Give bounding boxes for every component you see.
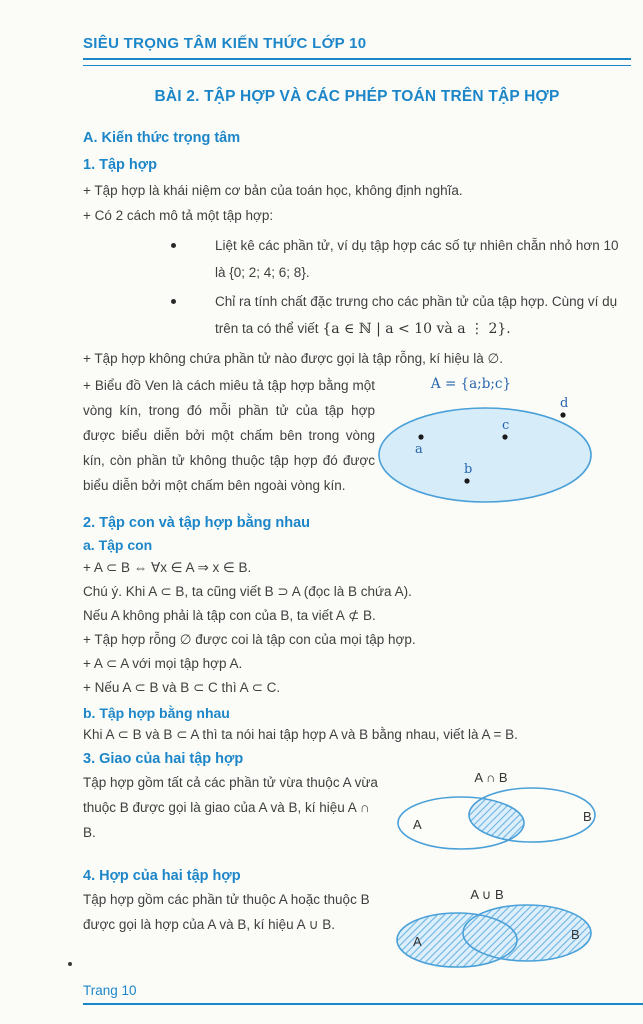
point-a-dot bbox=[418, 434, 423, 439]
figure-venn-set bbox=[375, 373, 615, 510]
section-2b-heading: b. Tập hợp bằng nhau bbox=[83, 705, 230, 721]
venn-ellipse bbox=[379, 408, 591, 502]
point-c-dot bbox=[502, 434, 507, 439]
subset-line: + Tập hợp rỗng ∅ được coi là tập con của mọi tập hợp. bbox=[83, 632, 416, 647]
set-a-label: A bbox=[413, 934, 422, 949]
paragraph-union: Tập hợp gồm các phần tử thuộc A hoặc thuộc B được gọi là hợp của A và B, kí hiệu A ∪ B. bbox=[83, 892, 370, 932]
venn-diagram-union bbox=[391, 887, 631, 979]
paragraph-venn: + Biểu đồ Ven là cách miêu tả tập hợp bằng một vòng kín, trong đó mỗi phần tử của tập hợp được biểu diễn bởi một chấm bên trong vòng kín, còn phần tử không thuộc tập hợp đó được biểu diễn bởi một chấm bên ngoài vòng kín. bbox=[83, 378, 375, 493]
bullet-text: Liệt kê các phần tử, ví dụ tập hợp các số tự nhiên chẵn nhỏ hơn 10 là {0; 2; 4; 6; 8}. bbox=[215, 238, 619, 280]
venn-diagram-intersection bbox=[391, 770, 631, 862]
subset-line: + Nếu A ⊂ B và B ⊂ C thì A ⊂ C. bbox=[83, 680, 281, 695]
union-label: A ∪ B bbox=[470, 887, 504, 902]
paragraph-two-ways: + Có 2 cách mô tả một tập hợp: bbox=[83, 208, 274, 223]
venn-row-2 bbox=[83, 770, 631, 867]
bullet-item-property bbox=[83, 288, 631, 343]
point-d-label: d bbox=[560, 396, 569, 411]
bullet-item-listing bbox=[83, 232, 631, 286]
subset-line: + A ⊂ A với mọi tập hợp A. bbox=[83, 656, 243, 671]
figure-venn-union bbox=[391, 887, 631, 984]
section-2-heading: 2. Tập con và tập hợp bằng nhau bbox=[83, 515, 311, 531]
scan-speck bbox=[68, 962, 72, 966]
set-b-label: B bbox=[571, 927, 580, 942]
footer-rule bbox=[83, 1003, 643, 1005]
venn-diagram-set-a bbox=[375, 373, 615, 505]
point-a-label: a bbox=[415, 442, 423, 457]
venn-row-1 bbox=[83, 373, 631, 510]
point-b-label: b bbox=[464, 462, 473, 477]
subset-line: Nếu A không phải là tập con của B, ta viết A ⊄ B. bbox=[83, 608, 376, 623]
section-1-heading: 1. Tập hợp bbox=[83, 157, 157, 173]
equal-sets-line: Khi A ⊂ B và B ⊂ A thì ta nói hai tập hợp A và B bằng nhau, viết là A = B. bbox=[83, 727, 518, 742]
set-builder-formula: {a ∈ ℕ | a < 10 và a ⋮ 2}. bbox=[322, 321, 511, 337]
point-d-dot bbox=[560, 412, 565, 417]
subset-lines bbox=[83, 556, 631, 700]
subset-line: + A ⊂ B ⇔ ∀x ∈ A ⇒ x ∈ B. bbox=[83, 560, 252, 575]
header-rule bbox=[83, 58, 631, 66]
figure-venn-intersection bbox=[391, 770, 631, 867]
section-3-heading: 3. Giao của hai tập hợp bbox=[83, 751, 244, 767]
section-4-heading: 4. Hợp của hai tập hợp bbox=[83, 868, 241, 884]
subset-line: Chú ý. Khi A ⊂ B, ta cũng viết B ⊃ A (đọc là B chứa A). bbox=[83, 584, 412, 599]
bullet-text: Chỉ ra tính chất đặc trưng cho các phần tử của tập hợp. Cùng ví dụ trên ta có thể viết bbox=[215, 294, 618, 336]
point-c-label: c bbox=[502, 418, 510, 433]
section-2a-heading: a. Tập con bbox=[83, 537, 153, 553]
venn-set-label: A = {a;b;c} bbox=[430, 376, 512, 392]
paragraph-empty-set: + Tập hợp không chứa phần tử nào được gọi là tập rỗng, kí hiệu là ∅. bbox=[83, 351, 503, 366]
page-number: Trang 10 bbox=[83, 983, 137, 998]
intersection-label: A ∩ B bbox=[474, 770, 508, 785]
page-footer bbox=[83, 982, 643, 1005]
set-b-label: B bbox=[583, 809, 592, 824]
bullet-list bbox=[83, 232, 631, 343]
running-header: SIÊU TRỌNG TÂM KIẾN THỨC LỚP 10 bbox=[83, 35, 367, 52]
paragraph-definition: + Tập hợp là khái niệm cơ bản của toán học, không định nghĩa. bbox=[83, 183, 463, 198]
lesson-title: BÀI 2. TẬP HỢP VÀ CÁC PHÉP TOÁN TRÊN TẬP HỢP bbox=[154, 88, 560, 105]
section-a-heading: A. Kiến thức trọng tâm bbox=[83, 130, 241, 146]
point-b-dot bbox=[464, 478, 469, 483]
venn-row-3 bbox=[83, 887, 631, 984]
paragraph-intersection: Tập hợp gồm tất cả các phần tử vừa thuộc A vừa thuộc B được gọi là giao của A và B, kí hiệu A ∩ B. bbox=[83, 775, 378, 840]
set-a-label: A bbox=[413, 817, 422, 832]
page-content bbox=[83, 34, 631, 984]
